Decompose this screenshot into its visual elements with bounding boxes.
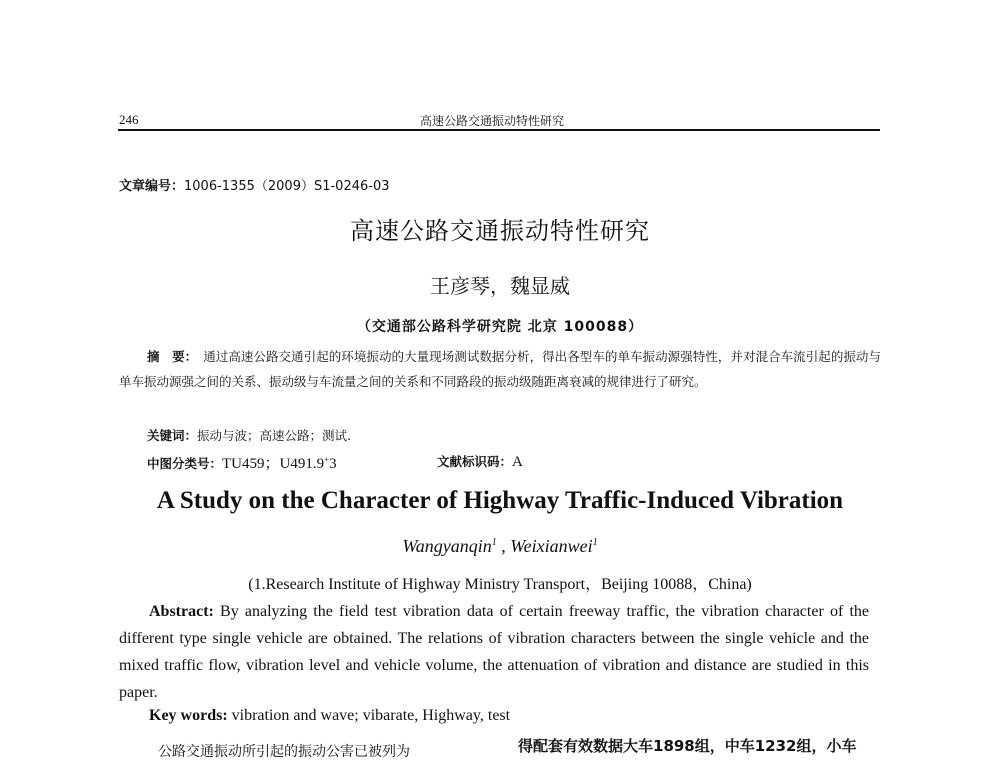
article-number-value: 1006-1355（2009）S1-0246-03 — [184, 179, 390, 194]
classification-sup: + — [324, 454, 330, 465]
english-author-2-sup: 1 — [592, 537, 598, 548]
page-number: 246 — [119, 112, 139, 127]
body-text-right-column: 得配套有效数据大车1898组，中车1232组，小车 — [518, 737, 857, 755]
chinese-authors: 王彦琴，魏显威 — [430, 274, 570, 298]
classification-label: 中图分类号： — [147, 456, 223, 471]
english-authors — [0, 536, 1000, 557]
body-text-left-column: 公路交通振动所引起的振动公害已被列为 — [158, 744, 410, 760]
chinese-title: 高速公路交通振动特性研究 — [350, 217, 650, 245]
chinese-keywords-text: 振动与波；高速公路；测试. — [197, 428, 351, 443]
document-code — [437, 452, 523, 471]
english-abstract — [119, 598, 869, 706]
english-author-separator: , — [496, 536, 511, 556]
article-number-label: 文章编号： — [119, 179, 185, 194]
chinese-affiliation: （交通部公路科学研究院 北京 100088） — [356, 319, 644, 335]
header-rule — [118, 129, 880, 131]
document-code-label: 文献标识码： — [437, 454, 513, 469]
english-affiliation: (1.Research Institute of Highway Ministry Transport，Beijing 10088，China) — [248, 576, 752, 593]
english-author-1-sup: 1 — [491, 537, 497, 548]
article-number — [119, 175, 390, 194]
classification-number — [147, 452, 337, 473]
running-title: 高速公路交通振动特性研究 — [420, 114, 565, 128]
chinese-keywords — [147, 426, 351, 444]
english-author-2: Weixianwei — [510, 536, 593, 556]
chinese-keywords-label: 关键词： — [147, 428, 198, 443]
english-keywords-label: Key words: — [149, 707, 228, 724]
classification-tail: 3 — [329, 456, 337, 472]
chinese-abstract-label: 摘 要： — [147, 349, 198, 364]
english-keywords-text: vibration and wave; vibarate, Highway, test — [227, 707, 511, 724]
english-abstract-text: By analyzing the field test vibration data of certain freeway traffic, the vibration character of the different type single vehicle are obtained. The relations of vibration characters between the single vehicle and the mixed traffic flow, vibration level and vehicle volume, the attenuation of vibration and distance are studied in this paper. — [119, 603, 869, 701]
english-keywords — [149, 707, 510, 725]
english-author-1: Wangyanqin — [402, 536, 492, 556]
chinese-abstract-text: 通过高速公路交通引起的环境振动的大量现场测试数据分析，得出各型车的单车振动源强特性，并对混合车流引起的振动与单车振动源强之间的关系、振动级与车流量之间的关系和不同路段的振动级随距离衰减的规律进行了研究。 — [119, 349, 881, 389]
english-abstract-label: Abstract: — [149, 603, 214, 620]
classification-value: TU459；U491.9 — [222, 456, 325, 472]
chinese-abstract — [119, 344, 881, 394]
document-code-value: A — [512, 454, 523, 470]
english-title: A Study on the Character of Highway Traffic-Induced Vibration — [156, 487, 844, 514]
